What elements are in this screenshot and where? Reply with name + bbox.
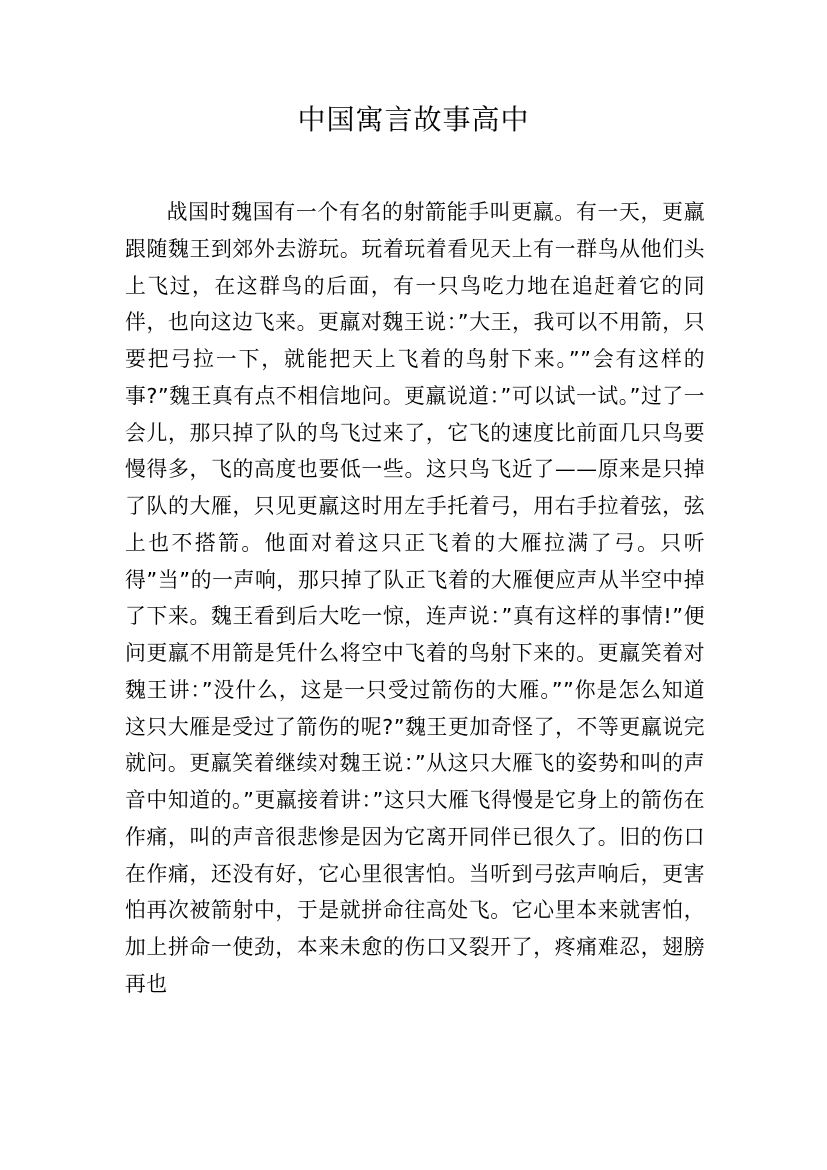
story-paragraph: 战国时魏国有一个有名的射箭能手叫更羸。有一天，更羸跟随魏王到郊外去游玩。玩着玩着看见天上有一群鸟从他们头上飞过，在这群鸟的后面，有一只鸟吃力地在追赶着它的同伴，也向这边飞来。更羸对魏王说：”大王，我可以不用箭，只要把弓拉一下，就能把天上飞着的鸟射下来。””会有这样的事?”魏王真有点不相信地问。更羸说道：”可以试一试。”过了一会儿，那只掉了队的鸟飞过来了，它飞的速度比前面几只鸟要慢得多，飞的高度也要低一些。这只鸟飞近了——原来是只掉了队的大雁，只见更羸这时用左手托着弓，用右手拉着弦，弦上也不搭箭。他面对着这只正飞着的大雁拉满了弓。只听得”当”的一声响，那只掉了队正飞着的大雁便应声从半空中掉了下来。魏王看到后大吃一惊，连声说：”真有这样的事情!”便问更羸不用箭是凭什么将空中飞着的鸟射下来的。更羸笑着对魏王讲：”没什么，这是一只受过箭伤的大雁。””你是怎么知道这只大雁是受过了箭伤的呢?”魏王更加奇怪了，不等更羸说完就问。更羸笑着继续对魏王说：”从这只大雁飞的姿势和叫的声音中知道的。”更羸接着讲：”这只大雁飞得慢是它身上的箭伤在作痛，叫的声音很悲惨是因为它离开同伴已很久了。旧的伤口在作痛，还没有好，它心里很害怕。当听到弓弦声响后，更害怕再次被箭射中，于是就拼命往高处飞。它心里本来就害怕，加上拼命一使劲，本来未愈的伤口又裂开了，疼痛难忍，翅膀再也: [125, 200, 705, 996]
document-title: 中国寓言故事高中: [297, 103, 530, 136]
